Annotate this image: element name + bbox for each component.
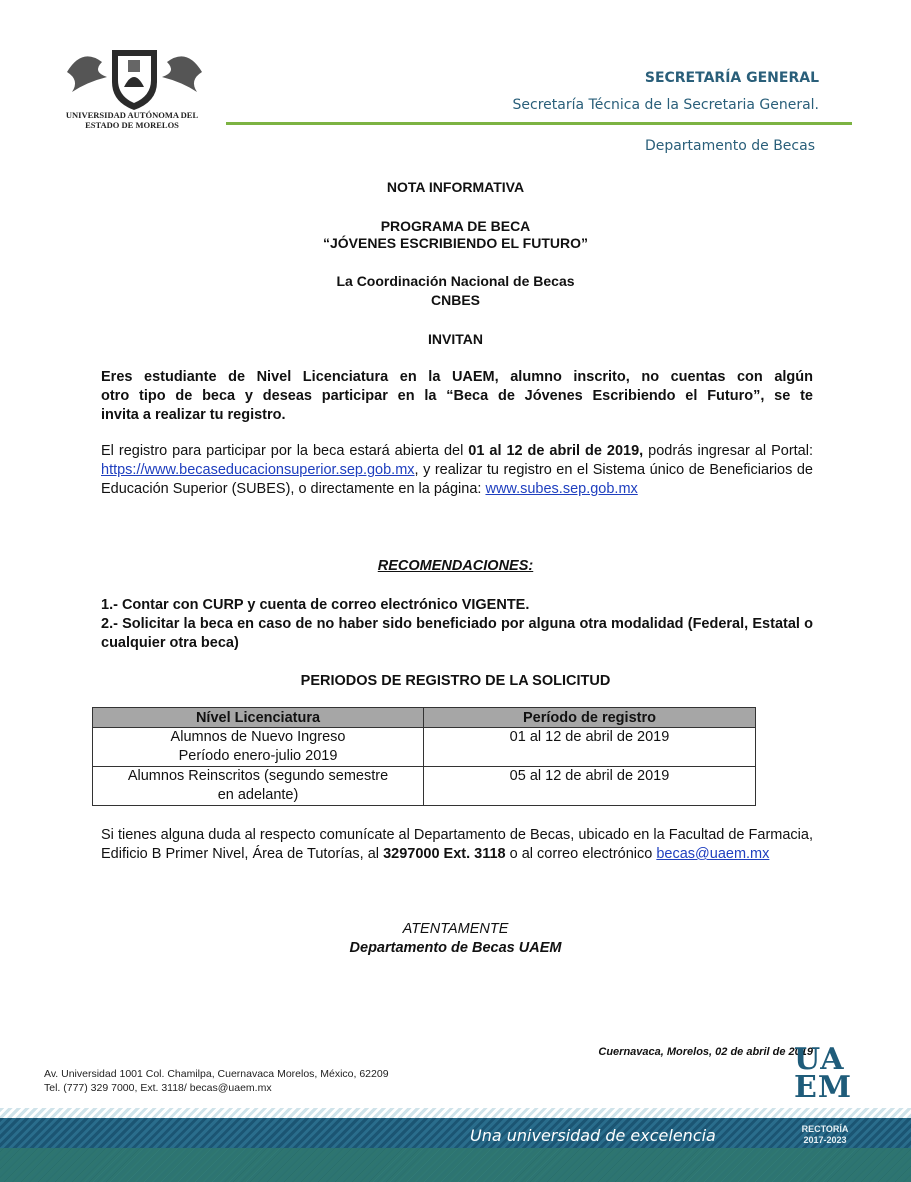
footer-band-green <box>0 1148 911 1182</box>
recomendaciones-heading: RECOMENDACIONES: <box>377 558 534 574</box>
contacto-text: Si tienes alguna duda al respecto comunícate al Departamento de Becas, ubicado en la Facultad de Farmacia, Edificio B Primer Nivel, Área de Tutorías, al <box>101 827 813 862</box>
table-cell-periodo: 01 al 12 de abril de 2019 <box>424 728 756 767</box>
recomendaciones-list <box>101 596 813 653</box>
intro-line: invita a realizar tu registro. <box>101 407 286 423</box>
secretaria-tecnica-heading: Secretaría Técnica de la Secretaria General. <box>512 97 819 113</box>
contacto-text: o al correo electrónico <box>505 846 657 862</box>
column-header-nivel: Nível Licenciatura <box>93 708 424 728</box>
nivel-line: Período enero-julio 2019 <box>178 748 338 764</box>
uaem-logo <box>794 1042 853 1105</box>
table-row <box>93 728 756 767</box>
university-name-line2: ESTADO DE MORELOS <box>85 120 179 130</box>
table-header-row <box>93 708 756 728</box>
registro-dates: 01 al 12 de abril de 2019, <box>468 443 644 459</box>
footer-address: Av. Universidad 1001 Col. Chamilpa, Cuernavaca Morelos, México, 62209 <box>44 1068 389 1080</box>
recomendacion-item: 2.- Solicitar la beca en caso de no haber sido beneficiado por alguna otra modalidad (Federal, Estatal o cualquier otra beca) <box>101 616 813 651</box>
university-name-line1: UNIVERSIDAD AUTÓNOMA DEL <box>65 110 199 120</box>
email-link[interactable]: becas@uaem.mx <box>656 846 770 862</box>
nivel-line: en adelante) <box>217 787 299 803</box>
periodos-table <box>92 707 756 806</box>
intro-line: Eres estudiante de Nivel Licenciatura en la UAEM, alumno inscrito, no cuentas con algún <box>101 369 813 385</box>
portal-link[interactable]: https://www.becaseducacionsuperior.sep.gob.mx <box>101 462 415 478</box>
periodos-heading: PERIODOS DE REGISTRO DE LA SOLICITUD <box>300 673 611 689</box>
nota-informativa-title: NOTA INFORMATIVA <box>386 179 525 195</box>
uaem-logo-top: UA <box>794 1042 845 1077</box>
nivel-line: Alumnos de Nuevo Ingreso <box>170 729 346 745</box>
uaem-logo-bottom: EM <box>794 1070 853 1105</box>
table-row <box>93 767 756 806</box>
invitan-title: INVITAN <box>428 331 483 347</box>
departamento-heading: Departamento de Becas <box>644 138 815 154</box>
registro-paragraph <box>101 442 813 499</box>
registro-text: , y realizar tu registro en el Sistema único de Beneficiarios de Educación Superior (SUBES), o directamente en la página: <box>101 462 813 497</box>
rectoria-years: 2017-2023 <box>803 1135 847 1145</box>
contacto-paragraph <box>101 826 813 864</box>
cnbes-title: CNBES <box>430 292 480 308</box>
recomendacion-item: 1.- Contar con CURP y cuenta de correo electrónico VIGENTE. <box>101 597 530 613</box>
column-header-periodo: Período de registro <box>424 708 756 728</box>
rectoria-label: RECTORÍA <box>801 1124 849 1134</box>
secretaria-general-heading: SECRETARÍA GENERAL <box>644 70 819 86</box>
footer-phone: Tel. (777) 329 7000, Ext. 3118/ becas@uaem.mx <box>44 1082 272 1094</box>
rectoria-badge <box>790 1124 860 1146</box>
table-cell-periodo: 05 al 12 de abril de 2019 <box>424 767 756 806</box>
university-name <box>52 110 212 130</box>
contacto-phone: 3297000 Ext. 3118 <box>383 846 506 862</box>
intro-paragraph <box>101 368 813 425</box>
programa-name: “JÓVENES ESCRIBIENDO EL FUTURO” <box>322 235 588 251</box>
coordinacion-title: La Coordinación Nacional de Becas <box>336 273 575 289</box>
subes-link[interactable]: www.subes.sep.gob.mx <box>485 481 638 497</box>
firma-departamento: Departamento de Becas UAEM <box>349 940 562 956</box>
programa-title: PROGRAMA DE BECA <box>380 218 531 234</box>
registro-text: El registro para participar por la beca estará abierta del <box>101 443 469 459</box>
footer-slogan: Una universidad de excelencia <box>470 1126 716 1145</box>
table-cell-nivel <box>93 728 424 767</box>
city-date: Cuernavaca, Morelos, 02 de abril de 2019 <box>598 1046 813 1058</box>
registro-text: podrás ingresar al Portal: <box>643 443 813 459</box>
atentamente-text: ATENTAMENTE <box>402 921 509 937</box>
intro-line: otro tipo de beca y deseas participar en la “Beca de Jóvenes Escribiendo el Futuro”, se te <box>101 388 813 404</box>
table-cell-nivel <box>93 767 424 806</box>
nivel-line: Alumnos Reinscritos (segundo semestre <box>127 768 389 784</box>
header-divider <box>226 122 852 125</box>
